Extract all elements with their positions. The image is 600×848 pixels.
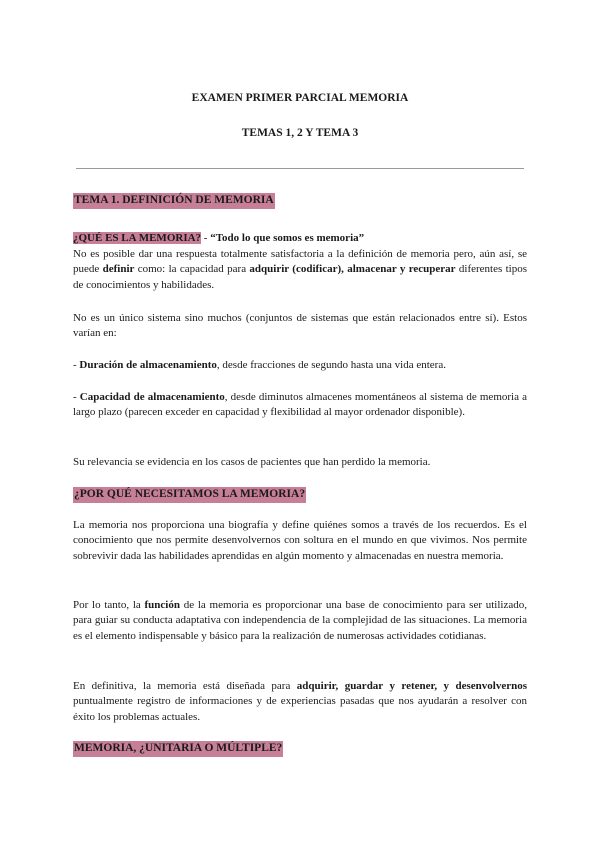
document-title: EXAMEN PRIMER PARCIAL MEMORIA bbox=[191, 92, 409, 104]
paragraph-relevancia: Su relevancia se evidencia en los casos de pacientes que han perdido la memoria. bbox=[73, 456, 431, 468]
paragraph-definitiva: En definitiva, la memoria está diseñada para adquirir, guardar y retener, y desenvolvernos puntualmente registro de informaciones y de experiencias pasadas que nos ayudarán a resolver con éxito los problemas actuales. bbox=[73, 680, 528, 723]
document-subtitle: TEMAS 1, 2 Y TEMA 3 bbox=[241, 127, 359, 139]
question-heading-por-que: ¿POR QUÉ NECESITAMOS LA MEMORIA? bbox=[73, 487, 306, 503]
section-heading-tema1: TEMA 1. DEFINICIÓN DE MEMORIA bbox=[73, 193, 275, 209]
paragraph-duracion: - Duración de almacenamiento, desde fracciones de segundo hasta una vida entera. bbox=[73, 359, 446, 371]
question-heading-que-es: ¿QUÉ ES LA MEMORIA? - “Todo lo que somos es memoria” bbox=[73, 232, 365, 244]
question-heading-unitaria: MEMORIA, ¿UNITARIA O MÚLTIPLE? bbox=[73, 741, 283, 757]
highlighted-heading: ¿QUÉ ES LA MEMORIA? bbox=[73, 232, 202, 244]
paragraph-biografia: La memoria nos proporciona una biografía y define quiénes somos a través de los recuerdos. Es el conocimiento que nos permite desenvolvernos con soltura en el mundo en que vivimos. Nos permite sobrevivir dada las habilidades aprendidas en algún momento y almacenadas en nuestra memoria. bbox=[73, 519, 527, 562]
horizontal-rule bbox=[76, 168, 524, 169]
quote: “Todo lo que somos es memoria” bbox=[210, 232, 365, 244]
paragraph-definition: No es posible dar una respuesta totalmente satisfactoria a la definición de memoria pero, aún así, se puede definir como: la capacidad para adquirir (codificar), almacenar y recuperar diferentes tipos de conocimientos y habilidades. bbox=[73, 248, 527, 291]
paragraph-sistemas: No es un único sistema sino muchos (conjuntos de sistemas que están relacionados entre sí). Estos varían en: bbox=[73, 312, 527, 340]
paragraph-funcion: Por lo tanto, la función de la memoria es proporcionar una base de conocimiento para ser utilizado, para guiar su conducta adaptativa con independencia de la complejidad de las situaciones. La memoria es el elemento indispensable y básico para la realización de numerosas actividades cotidianas. bbox=[73, 599, 527, 642]
paragraph-capacidad: - Capacidad de almacenamiento, desde diminutos almacenes momentáneos al sistema de memoria a largo plazo (parecen exceder en capacidad y flexibilidad al mayor ordenador disponible). bbox=[73, 391, 527, 419]
